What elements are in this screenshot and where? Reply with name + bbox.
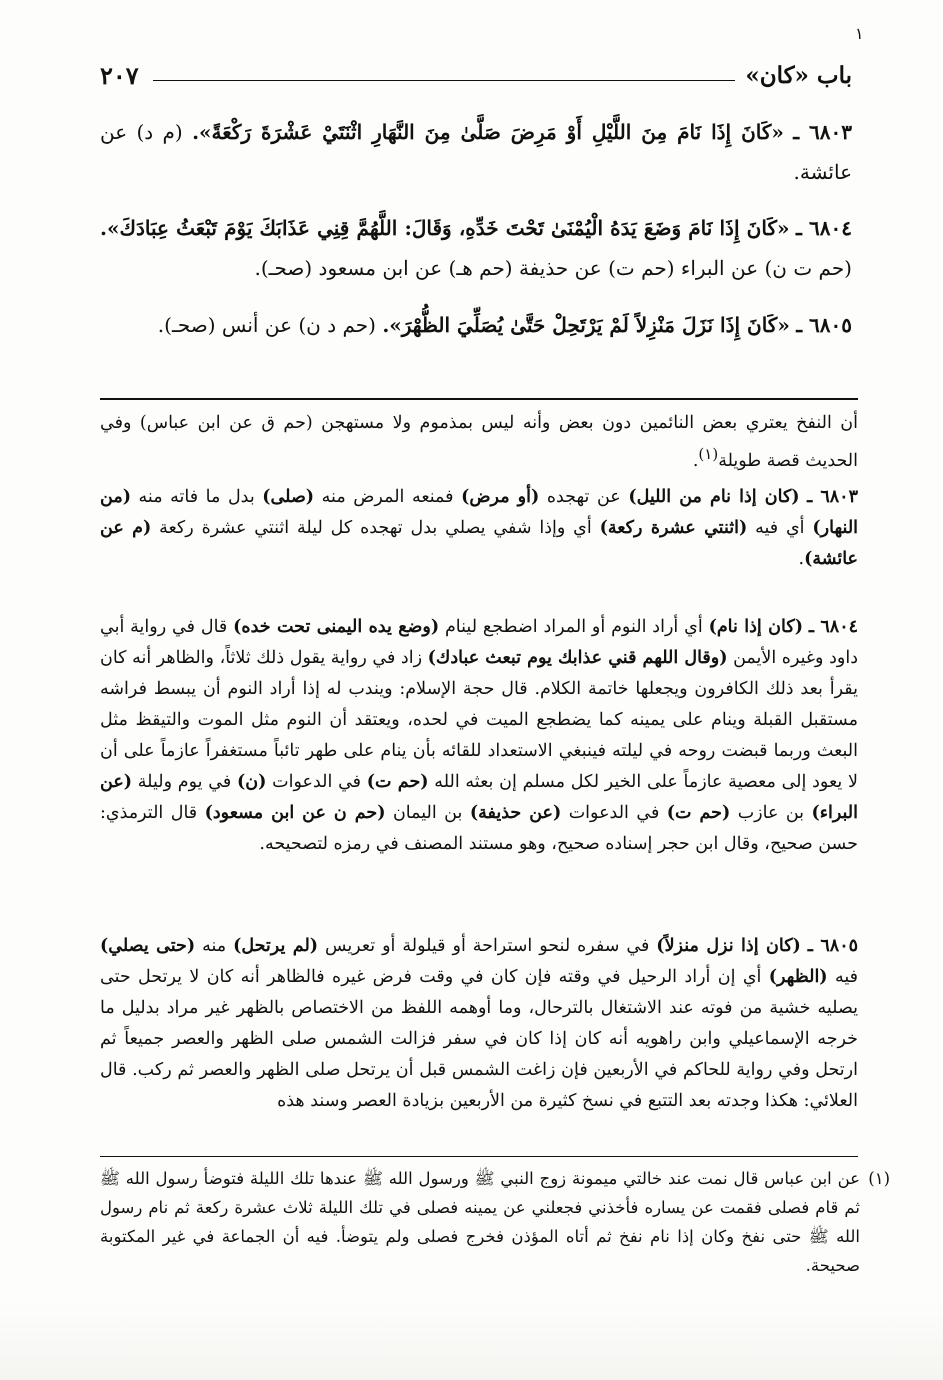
commentary-segment: قال الترمذي: حسن صحيح، وقال ابن حجر إسناده صحيح، وهو مستند المصنف في رمزه لتصحيحه.	[100, 803, 858, 854]
commentary-segment: في الدعوات	[561, 803, 667, 823]
matn-segment: (حم ن عن ابن مسعود)	[204, 803, 386, 823]
commentary-segment: قال في رواية أبي داود وغيره الأيمن	[100, 617, 858, 668]
footnote-marker: (١)	[868, 1169, 890, 1188]
section-divider	[100, 398, 858, 400]
matn-segment: (ن)	[236, 772, 267, 792]
footnote-ref: (١)	[698, 445, 719, 463]
hadith-6803	[100, 112, 852, 192]
matn-segment: (كان إذا نزل منزلاً)	[656, 936, 801, 956]
commentary-6805	[100, 931, 858, 1117]
matn-segment: (لم يرتحل)	[233, 936, 319, 956]
hadith-source: (حم ت ن) عن البراء (حم ت) عن حذيفة (حم هـ) عن ابن مسعود (صحـ).	[254, 256, 852, 280]
scan-margin	[0, 1302, 943, 1380]
matn-segment: (كان إذا نام من الليل)	[628, 487, 800, 507]
commentary-6804	[100, 612, 858, 860]
commentary-segment: .	[798, 549, 805, 569]
footnote	[100, 1164, 890, 1280]
matn-segment: (الظهر)	[768, 967, 828, 987]
commentary-segment: بن اليمان	[385, 803, 470, 823]
matn-segment: (عن البراء)	[100, 772, 859, 823]
matn-segment: (اثنتي عشرة ركعة)	[599, 518, 748, 538]
matn-segment: (عن حذيفة)	[469, 803, 562, 823]
header-rule	[153, 80, 736, 81]
footnote-rule	[100, 1156, 858, 1157]
commentary-segment: في يوم وليلة	[132, 772, 237, 792]
commentary-segment: فمنعه المرض منه	[314, 487, 462, 507]
matn-segment: (م عن عائشة)	[100, 518, 858, 569]
matn-segment: (من النهار)	[100, 487, 859, 538]
matn-segment: (كان إذا نام)	[708, 617, 803, 637]
commentary-segment: بدل ما فاته منه	[130, 487, 263, 507]
corner-mark: ١	[855, 24, 864, 43]
matn-segment: (حم ت)	[666, 803, 731, 823]
hadith-quote: «كَانَ إِذَا نَامَ وَضَعَ يَدَهُ الْيُمْنَىٰ تَحْتَ خَدِّهِ، وَقَالَ: اللَّهُمَّ قِنِي عَذَابَكَ يَوْمَ تَبْعَثُ عِبَادَكَ».	[100, 216, 790, 240]
commentary-segment: بن عازب	[730, 803, 812, 823]
commentary-segment: أي فيه	[747, 518, 813, 538]
matn-segment: (حتى يصلي)	[100, 936, 196, 956]
commentary-number: ٦٨٠٣ ـ	[807, 487, 858, 507]
commentary-segment: أي وإذا شفي يصلي بدل تهجده كل ليلة اثنتي عشرة ركعة	[151, 518, 600, 538]
hadith-quote: «كَانَ إِذَا نَامَ مِنَ اللَّيْلِ أَوْ مَرِضَ صَلَّىٰ مِنَ النَّهَارِ اثْنَتَيْ عَشْرَةَ رَكْعَةً».	[192, 120, 784, 144]
commentary-segment: أي أراد النوم أو المراد اضطجع لينام	[439, 617, 709, 637]
hadith-source: (حم د ن) عن أنس (صحـ).	[157, 313, 383, 337]
running-header	[100, 58, 852, 92]
commentary-text: أن النفخ يعتري بعض النائمين دون بعض وأنه ليس بمذموم ولا مستهجن (حم ق عن ابن عباس) وفي الحديث قصة طويلة	[100, 413, 858, 471]
commentary-segment: عن تهجده	[539, 487, 629, 507]
commentary-segment: في سفره لنحو استراحة أو قيلولة أو تعريس	[318, 936, 657, 956]
matn-segment: (حم ت)	[366, 772, 429, 792]
commentary-segment: فيه	[827, 967, 858, 987]
matn-segment: (وضع يده اليمنى تحت خده)	[233, 617, 440, 637]
matn-segment: (صلى)	[262, 487, 315, 507]
commentary-segment: أي إن أراد الرحيل في وقته فإن كان في وقت فرض غيره فالظاهر أنه كان لا يرتحل حتى يصليه خشية من فوته عند الاشتغال بالترحال، وما أوهمه اللفظ من الاختصاص بالظهر غير مراد بدليل ما خرجه الإسماعيلي وابن راهويه أنه كان إذا كان في سفر فزالت الشمس صلى الظهر والعصر جميعاً ثم ارتحل وفي رواية للحاكم في الأربعين فإن زاغت الشمس قبل أن يرتحل صلى الظهر والعصر ثم ركب. قال العلائي: هكذا وجدته بعد التتبع في نسخ كثيرة من الأربعين بزيادة العصر وسند هذه	[100, 967, 858, 1111]
footnote-text: عن ابن عباس قال نمت عند خالتي ميمونة زوج النبي ﷺ ورسول الله ﷺ عندها تلك الليلة فتوضأ رسول الله ﷺ ثم قام فصلى فقمت عن يساره فأخذني فجعلني عن يمينه فصلى في تلك الليلة ثلاث عشرة ركعة ثم نام رسول الله ﷺ حتى نفخ وكان إذا نام نفخ ثم أتاه المؤذن فخرج فصلى ولم يتوضأ. فيه أن الجماعة في غير المكتوبة صحيحة.	[100, 1169, 860, 1275]
page-number: ٢٠٧	[100, 60, 139, 90]
hadith-number: ٦٨٠٤ ـ	[796, 216, 852, 240]
hadith-source: (م د) عن عائشة.	[100, 120, 852, 184]
matn-segment: (وقال اللهم قني عذابك يوم تبعث عبادك)	[427, 648, 728, 668]
commentary-segment: منه	[195, 936, 234, 956]
hadith-number: ٦٨٠٥ ـ	[796, 313, 852, 337]
commentary-number: ٦٨٠٥ ـ	[807, 936, 859, 956]
commentary-intro	[100, 408, 858, 477]
commentary-segment: زاد في رواية يقول ذلك ثلاثاً، والظاهر أنه كان يقرأ بعد ذلك الكافرون ويجعلها خاتمة الكلام. قال حجة الإسلام: ويندب له إذا أراد النوم أن يبسط فراشه مستقبل القبلة وينام على يمينه كما يضطجع الميت في لحده، ويعتقد أن النوم مثل الموت والتيقظ مثل البعث وربما قبضت روحه في ليلته فينبغي الاستعداد للقائه بأن ينام على طهر تائباً مستغفراً عازماً على أن لا يعود إلى معصية عازماً على الخير لكل مسلم إن بعثه الله	[100, 648, 858, 792]
commentary-number: ٦٨٠٤ ـ	[808, 617, 858, 637]
commentary-6803	[100, 482, 858, 575]
chapter-title: باب «كان»	[745, 61, 852, 89]
hadith-quote: «كَانَ إِذَا نَزَلَ مَنْزِلاً لَمْ يَرْتَحِلْ حَتَّىٰ يُصَلِّيَ الظُّهْرَ».	[382, 313, 790, 337]
hadith-6804	[100, 208, 852, 288]
commentary-end: .	[692, 450, 699, 471]
hadith-number: ٦٨٠٣ ـ	[793, 120, 852, 144]
hadith-6805	[100, 305, 852, 345]
commentary-segment: في الدعوات	[266, 772, 367, 792]
matn-segment: (أو مرض)	[461, 487, 540, 507]
